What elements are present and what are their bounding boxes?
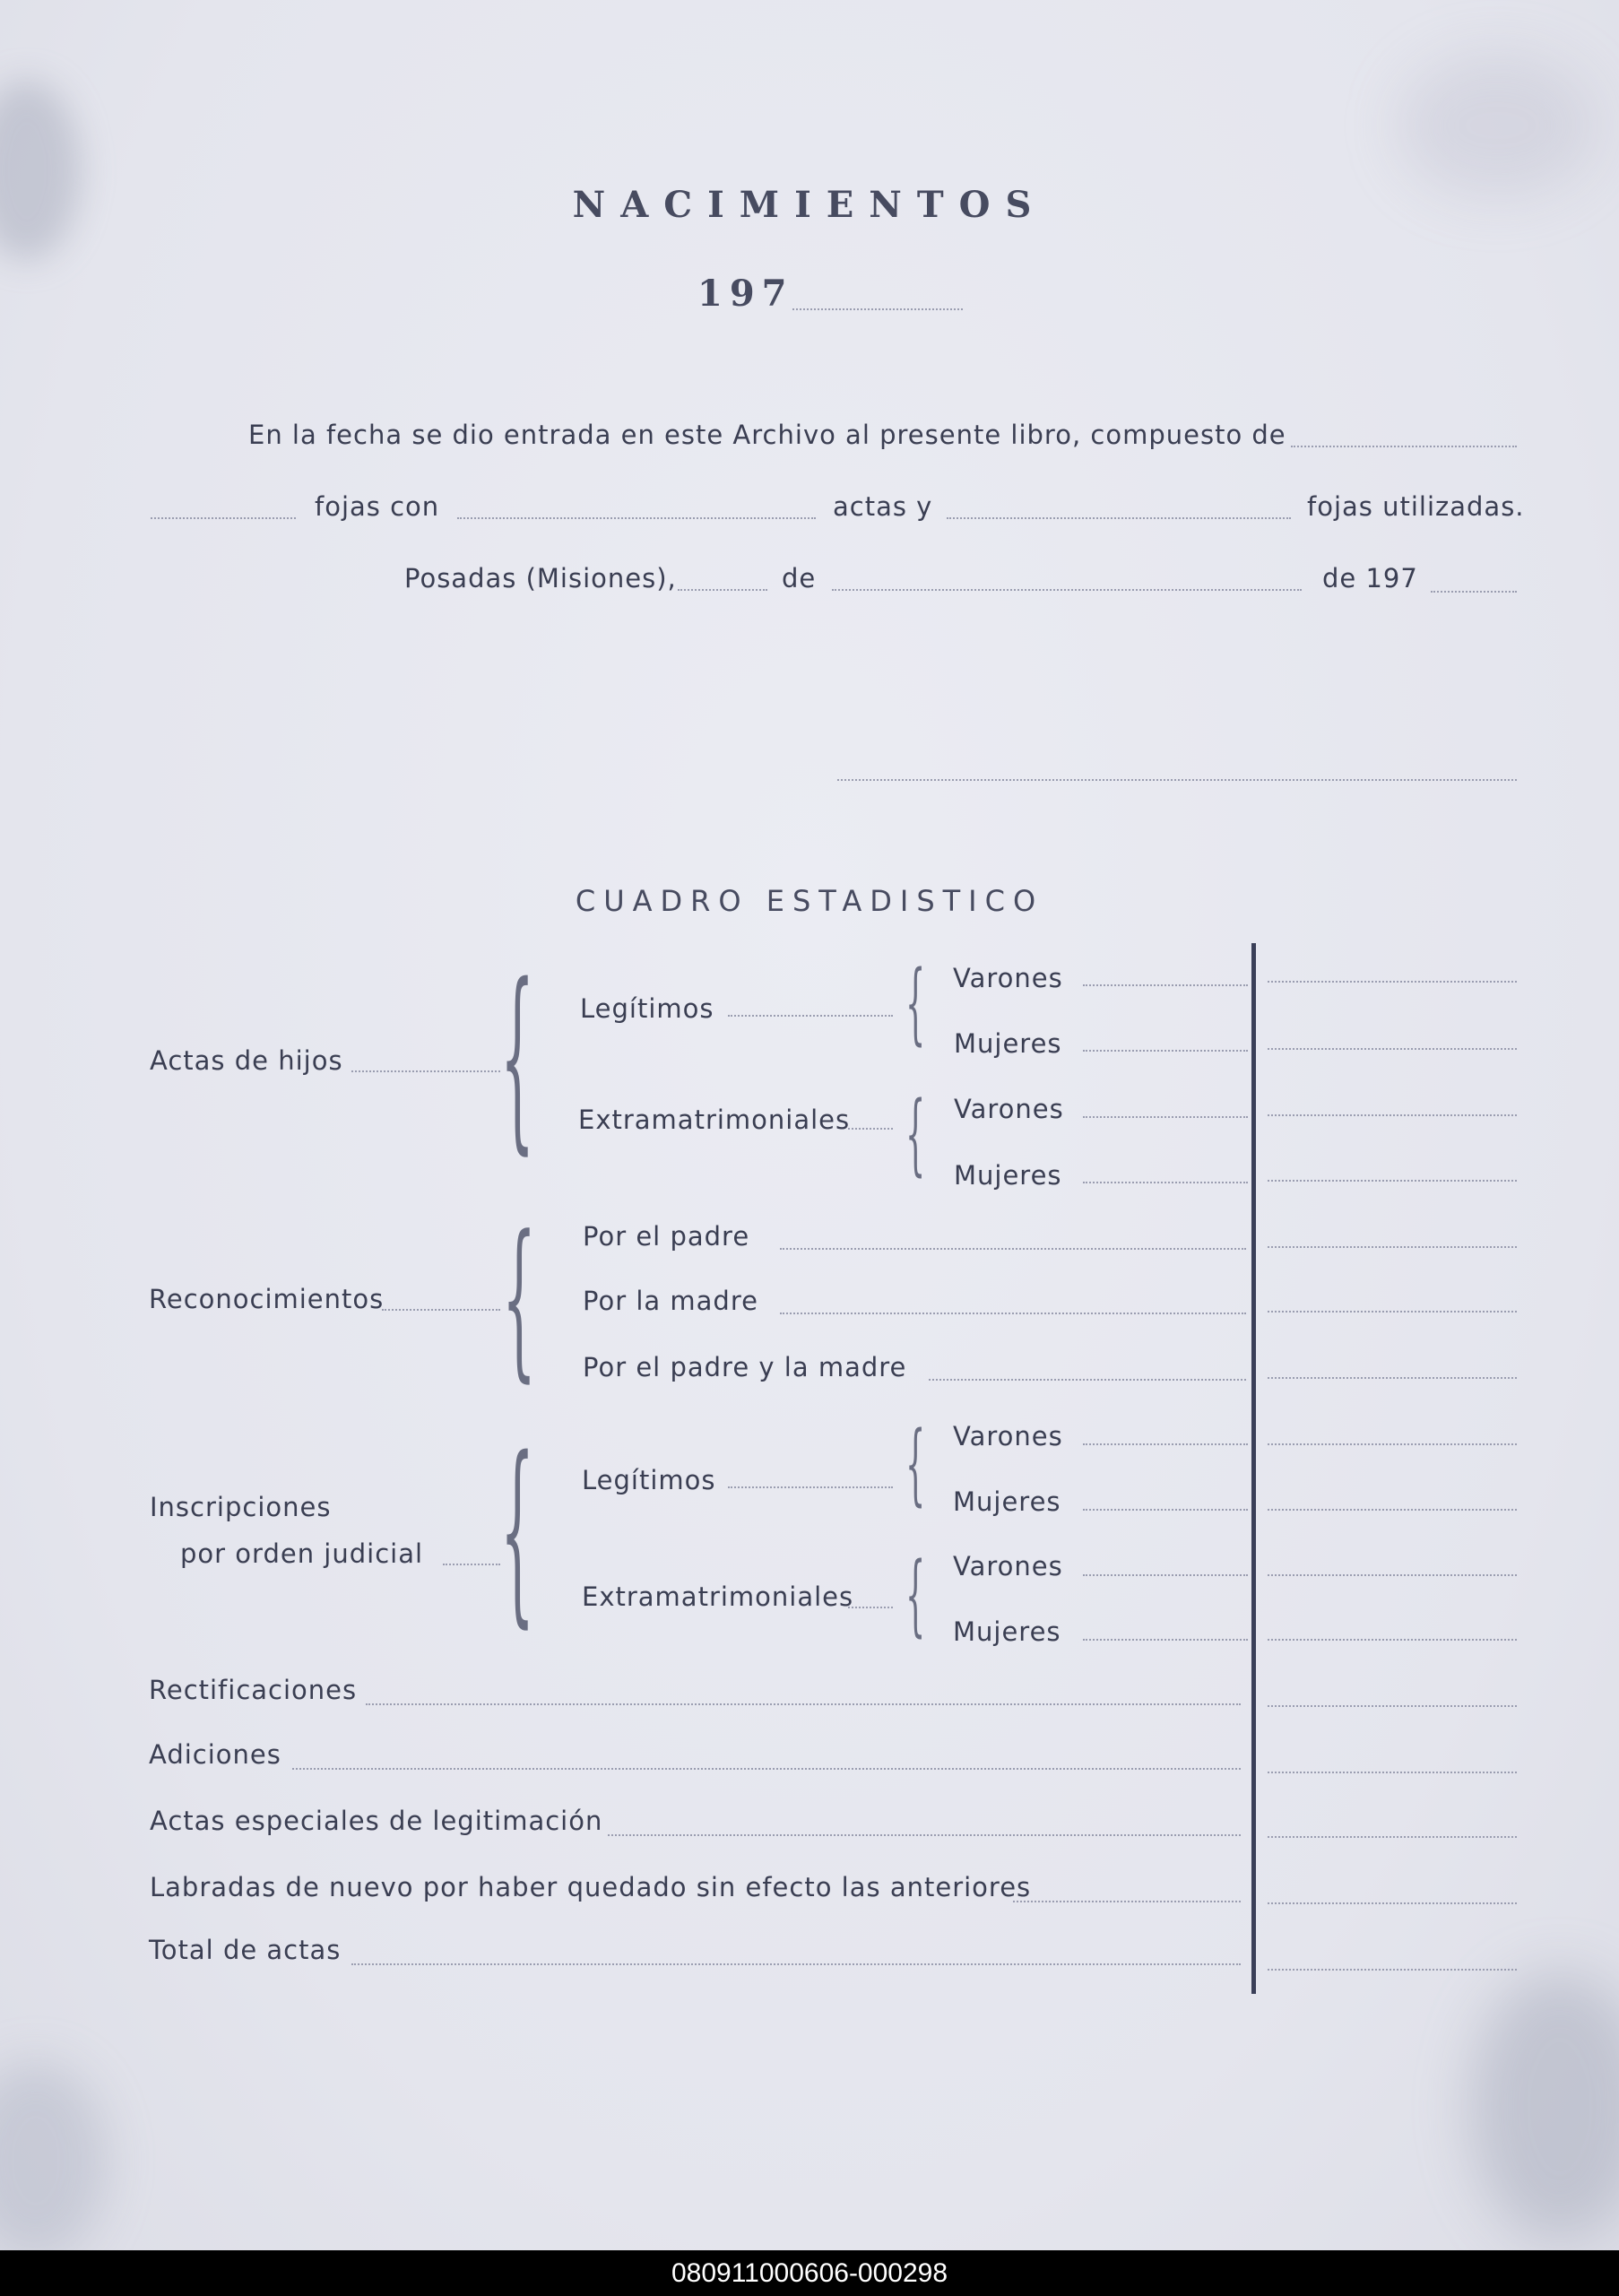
label-fojas-utilizadas: fojas utilizadas. (1307, 491, 1525, 522)
page-title: NACIMIENTOS (572, 184, 1047, 226)
smudge-top-right (1398, 54, 1596, 197)
col-varones-2 (1268, 1114, 1517, 1116)
label-legitimos-2: Legítimos (582, 1465, 716, 1495)
label-mujeres-2: Mujeres (954, 1160, 1062, 1191)
label-actas-especiales: Actas especiales de legitimación (150, 1806, 603, 1836)
label-por-padre-madre: Por el padre y la madre (583, 1352, 907, 1382)
col-total-actas (1268, 1969, 1517, 1971)
brace-inscripciones: { (500, 1415, 535, 1646)
col-por-padre-madre (1268, 1377, 1517, 1379)
blank-day (678, 589, 767, 591)
label-extramatrimoniales-2: Extramatrimoniales (582, 1581, 854, 1612)
label-labradas: Labradas de nuevo por haber quedado sin efecto las anteriores (150, 1872, 1032, 1902)
brace-legitimos-1: { (905, 951, 926, 1055)
smudge-bottom-right (1470, 1972, 1619, 2241)
blank-actas-hijos (351, 1070, 500, 1072)
col-mujeres-3 (1268, 1509, 1517, 1511)
col-rectificaciones (1268, 1705, 1517, 1707)
col-mujeres-4 (1268, 1639, 1517, 1641)
label-inscripciones: Inscripciones (150, 1492, 332, 1522)
blank-labradas (1013, 1901, 1241, 1902)
label-actas-hijos: Actas de hijos (150, 1045, 343, 1076)
blank-fojas-count (151, 517, 296, 519)
blank-adiciones (292, 1768, 1241, 1770)
entry-line-1: En la fecha se dio entrada en este Archivo al presente libro, compuesto de (248, 420, 1286, 450)
blank-legitimos-2 (728, 1486, 893, 1488)
label-legitimos-1: Legítimos (580, 993, 714, 1024)
year-blank (792, 308, 963, 310)
year-label: 197 (697, 273, 794, 315)
stats-title: CUADRO ESTADISTICO (575, 884, 1044, 918)
blank-por-madre (780, 1313, 1246, 1314)
col-por-madre (1268, 1311, 1517, 1313)
footer-id: 080911000606-000298 (0, 2250, 1619, 2296)
blank-actas-especiales (608, 1834, 1241, 1836)
column-divider (1251, 943, 1256, 1994)
blank-total-actas (351, 1963, 1241, 1965)
label-varones-4: Varones (953, 1551, 1063, 1581)
blank-mujeres-4 (1083, 1639, 1248, 1641)
label-reconocimientos: Reconocimientos (149, 1284, 385, 1314)
blank-inscripciones (443, 1564, 500, 1565)
blank-varones-2 (1083, 1116, 1248, 1118)
label-place: Posadas (Misiones), (404, 563, 677, 593)
blank-legitimos-1 (728, 1015, 893, 1017)
label-extramatrimoniales-1: Extramatrimoniales (578, 1105, 851, 1135)
blank-varones-4 (1083, 1574, 1248, 1576)
blank-fojas-used (947, 517, 1291, 519)
label-fojas-con: fojas con (315, 491, 440, 522)
col-labradas (1268, 1902, 1517, 1904)
blank-compuesto (1291, 446, 1517, 447)
col-por-padre (1268, 1246, 1517, 1248)
label-actas-y: actas y (833, 491, 933, 522)
col-varones-3 (1268, 1443, 1517, 1445)
blank-mujeres-3 (1083, 1509, 1248, 1511)
col-mujeres-1 (1268, 1048, 1517, 1050)
blank-actas-count (457, 517, 816, 519)
label-adiciones: Adiciones (149, 1739, 281, 1770)
brace-extramatrimoniales-1: { (905, 1082, 926, 1186)
blank-extramatrimoniales-1 (848, 1128, 893, 1130)
blank-por-padre (780, 1248, 1246, 1250)
col-varones-4 (1268, 1574, 1517, 1576)
label-varones-3: Varones (953, 1421, 1063, 1451)
smudge-left (0, 81, 81, 260)
brace-legitimos-2: { (905, 1412, 926, 1516)
label-de: de (782, 563, 817, 593)
label-rectificaciones: Rectificaciones (149, 1675, 358, 1705)
signature-line (837, 779, 1517, 781)
blank-mujeres-2 (1083, 1182, 1248, 1183)
blank-varones-1 (1083, 984, 1248, 986)
label-total-actas: Total de actas (149, 1935, 342, 1965)
blank-rectificaciones (366, 1703, 1241, 1705)
col-actas-especiales (1268, 1836, 1517, 1838)
col-adiciones (1268, 1772, 1517, 1773)
label-por-madre: Por la madre (583, 1286, 758, 1316)
brace-reconocimientos: { (502, 1198, 537, 1399)
blank-reconocimientos (382, 1309, 500, 1311)
blank-month (832, 589, 1302, 591)
label-mujeres-1: Mujeres (954, 1028, 1062, 1059)
blank-por-padre-madre (929, 1379, 1246, 1381)
smudge-bottom-left (0, 2062, 108, 2250)
brace-actas-hijos: { (500, 941, 535, 1173)
blank-varones-3 (1083, 1443, 1248, 1445)
brace-extramatrimoniales-2: { (905, 1543, 926, 1647)
col-varones-1 (1268, 981, 1517, 983)
label-varones-2: Varones (954, 1094, 1064, 1124)
blank-mujeres-1 (1083, 1050, 1248, 1052)
label-por-orden-judicial: por orden judicial (180, 1538, 424, 1569)
label-de-year: de 197 (1322, 563, 1418, 593)
blank-year-suffix (1431, 591, 1517, 593)
label-mujeres-4: Mujeres (953, 1616, 1061, 1647)
label-por-padre: Por el padre (583, 1221, 750, 1252)
blank-extramatrimoniales-2 (848, 1607, 893, 1608)
col-mujeres-2 (1268, 1180, 1517, 1182)
label-mujeres-3: Mujeres (953, 1486, 1061, 1517)
label-varones-1: Varones (953, 963, 1063, 993)
